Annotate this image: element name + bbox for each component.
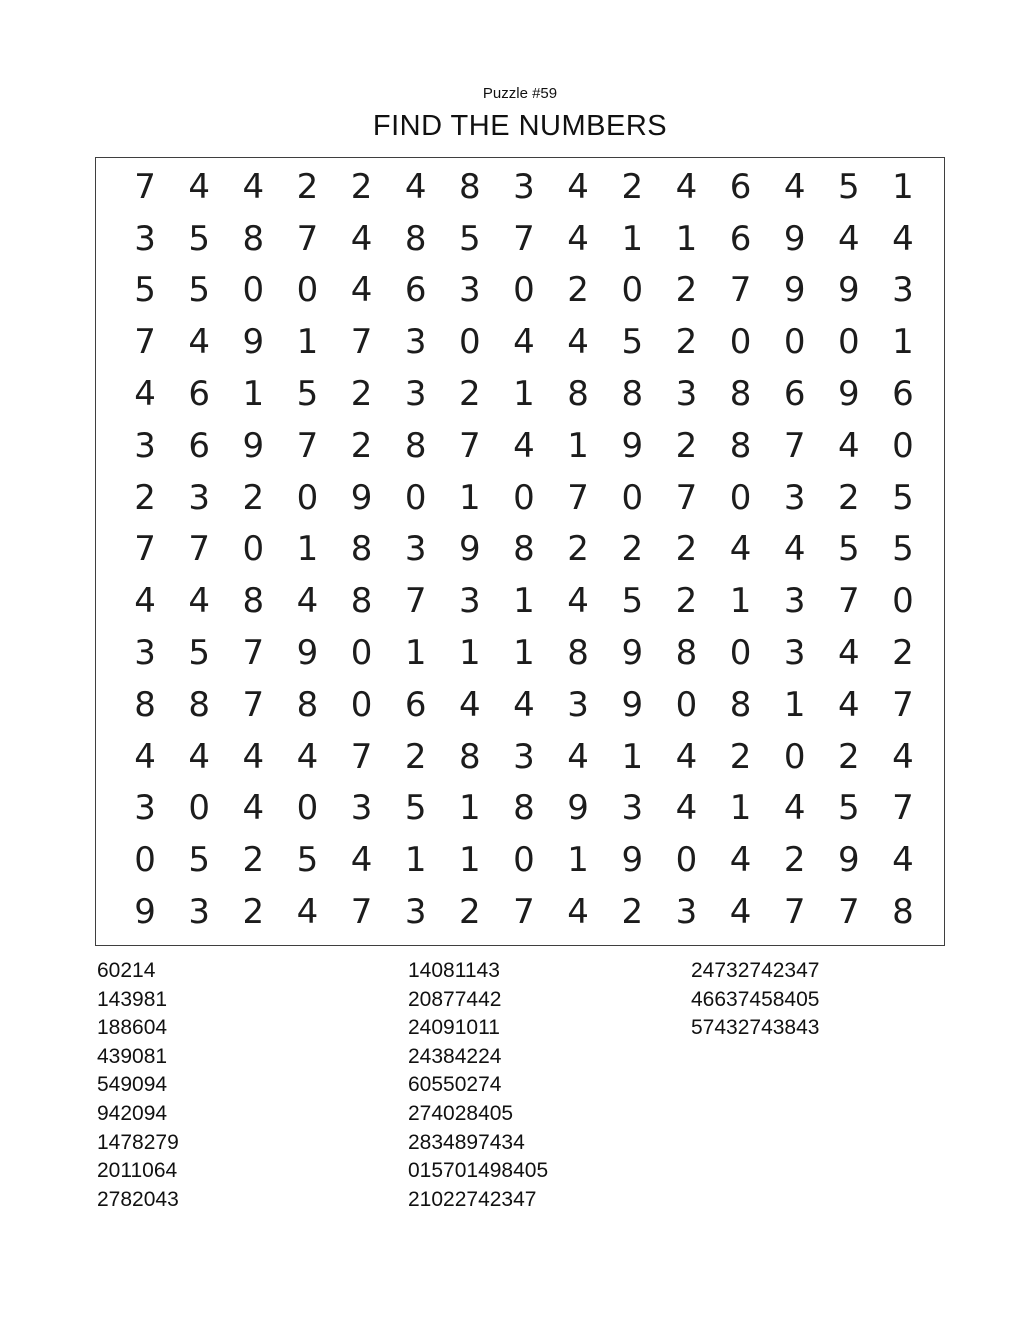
grid-cell: 2 xyxy=(729,736,752,777)
number-list-item: 60550274 xyxy=(408,1073,502,1097)
grid-cell: 4 xyxy=(783,788,806,829)
grid-cell: 1 xyxy=(567,425,589,466)
grid-cell: 9 xyxy=(783,270,806,311)
grid-cell: 0 xyxy=(404,477,427,518)
number-list-item: 46637458405 xyxy=(691,987,820,1011)
grid-cell: 5 xyxy=(621,322,644,363)
grid-cell: 0 xyxy=(513,840,535,881)
number-list-item: 24384224 xyxy=(408,1044,502,1068)
grid-cell: 1 xyxy=(459,788,481,829)
page-title: FIND THE NUMBERS xyxy=(372,110,668,142)
grid-cell: 3 xyxy=(675,892,698,933)
grid-cell: 4 xyxy=(892,840,914,881)
grid-cell: 5 xyxy=(296,374,319,415)
puzzle-number-label: Puzzle #59 xyxy=(482,85,558,102)
grid-cell: 4 xyxy=(134,581,156,622)
grid-cell: 0 xyxy=(296,270,319,311)
grid-cell: 7 xyxy=(783,425,806,466)
grid-cell: 7 xyxy=(404,581,427,622)
grid-cell: 1 xyxy=(567,840,589,881)
grid-cell: 2 xyxy=(675,425,698,466)
grid-cell: 5 xyxy=(404,788,427,829)
grid-cell: 0 xyxy=(783,736,806,777)
grid-cell: 6 xyxy=(188,374,211,415)
grid-cell: 8 xyxy=(188,684,211,725)
grid-cell: 0 xyxy=(188,788,211,829)
grid-cell: 6 xyxy=(892,374,914,415)
grid-cell: 4 xyxy=(675,788,698,829)
grid-cell: 3 xyxy=(621,788,644,829)
grid-cell: 8 xyxy=(134,684,156,725)
grid-cell: 8 xyxy=(621,374,644,415)
grid-cell: 1 xyxy=(513,374,535,415)
grid-cell: 3 xyxy=(404,322,427,363)
grid-cell: 4 xyxy=(729,892,752,933)
grid-cell: 7 xyxy=(892,788,914,829)
grid-cell: 4 xyxy=(783,529,806,570)
grid-cell: 0 xyxy=(621,270,644,311)
grid-cell: 2 xyxy=(621,166,644,207)
grid-cell: 4 xyxy=(188,166,211,207)
grid-cell: 7 xyxy=(188,529,211,570)
grid-cell: 6 xyxy=(188,425,211,466)
number-list-item: 549094 xyxy=(97,1073,168,1097)
grid-cell: 3 xyxy=(188,477,211,518)
grid-cell: 8 xyxy=(350,581,373,622)
grid-cell: 2 xyxy=(242,892,265,933)
grid-cell: 9 xyxy=(783,218,806,259)
grid-cell: 2 xyxy=(675,529,698,570)
grid-cell: 4 xyxy=(188,736,211,777)
grid-cell: 2 xyxy=(350,374,373,415)
grid-cell: 4 xyxy=(350,270,373,311)
grid-cell: 1 xyxy=(621,736,644,777)
grid-cell: 9 xyxy=(837,374,860,415)
grid-cell: 8 xyxy=(296,684,319,725)
puzzle-grid xyxy=(95,157,945,946)
grid-cell: 4 xyxy=(837,218,860,259)
grid-cell: 1 xyxy=(675,218,698,259)
grid-cell: 7 xyxy=(134,166,156,207)
grid-cell: 0 xyxy=(459,322,481,363)
grid-cell: 2 xyxy=(675,270,698,311)
grid-cell: 5 xyxy=(134,270,156,311)
grid-cell: 8 xyxy=(242,218,265,259)
grid-cell: 8 xyxy=(404,425,427,466)
grid-cell: 4 xyxy=(675,166,698,207)
grid-cell: 4 xyxy=(134,374,156,415)
grid-cell: 5 xyxy=(837,529,860,570)
number-list-item: 60214 xyxy=(97,959,156,982)
grid-cell: 9 xyxy=(134,892,156,933)
grid-cell: 2 xyxy=(350,425,373,466)
grid-cell: 0 xyxy=(892,581,914,622)
number-list-col-2 xyxy=(408,957,548,1214)
grid-cell: 5 xyxy=(837,788,860,829)
grid-cell: 7 xyxy=(513,218,535,259)
grid-cell: 6 xyxy=(729,166,752,207)
grid-cell: 8 xyxy=(513,788,535,829)
grid-cell: 7 xyxy=(242,684,265,725)
number-list-item: 2011064 xyxy=(97,1159,178,1183)
grid-cell: 4 xyxy=(513,425,535,466)
grid-cell: 9 xyxy=(621,633,644,674)
number-list-item: 20877442 xyxy=(408,987,502,1011)
grid-cell: 4 xyxy=(296,892,319,933)
grid-cell: 0 xyxy=(783,322,806,363)
grid-cell: 5 xyxy=(837,166,860,207)
grid-cell: 3 xyxy=(892,270,914,311)
grid-cell: 0 xyxy=(296,477,319,518)
grid-cell: 1 xyxy=(459,840,481,881)
grid-cell: 3 xyxy=(134,788,156,829)
grid-cell: 6 xyxy=(729,218,752,259)
grid-cell: 2 xyxy=(783,840,806,881)
number-list-item: 14081143 xyxy=(408,959,500,982)
grid-cell: 4 xyxy=(567,218,589,259)
grid-cell: 1 xyxy=(242,374,265,415)
grid-cell: 1 xyxy=(404,840,427,881)
number-list-item: 942094 xyxy=(97,1101,168,1125)
grid-cell: 5 xyxy=(892,477,914,518)
number-list-item: 143981 xyxy=(97,987,168,1011)
grid-cell: 8 xyxy=(404,218,427,259)
grid-cell: 4 xyxy=(188,322,211,363)
grid-cell: 4 xyxy=(837,684,860,725)
number-list-item: 2782043 xyxy=(97,1187,179,1211)
grid-cell: 4 xyxy=(675,736,698,777)
grid-cell: 2 xyxy=(350,166,373,207)
grid-cell: 0 xyxy=(296,788,319,829)
grid-cell: 5 xyxy=(188,840,211,881)
grid-cell: 0 xyxy=(837,322,860,363)
number-list-item: 439081 xyxy=(97,1044,168,1068)
grid-cell: 7 xyxy=(837,581,860,622)
grid-cell: 3 xyxy=(188,892,211,933)
grid-cell: 3 xyxy=(459,270,481,311)
number-list-col-1 xyxy=(97,957,179,1214)
grid-cell: 7 xyxy=(567,477,589,518)
grid-cell: 4 xyxy=(729,840,752,881)
grid-cell: 2 xyxy=(837,736,860,777)
grid-cell: 0 xyxy=(134,840,156,881)
grid-cell: 7 xyxy=(459,425,481,466)
grid-cell: 7 xyxy=(242,633,265,674)
grid-cell: 2 xyxy=(459,892,481,933)
grid-cell: 7 xyxy=(134,322,156,363)
grid-cell: 7 xyxy=(783,892,806,933)
grid-cell: 3 xyxy=(513,166,535,207)
grid-cell: 9 xyxy=(459,529,481,570)
grid-cell: 2 xyxy=(675,581,698,622)
grid-cell: 4 xyxy=(350,840,373,881)
grid-cell: 3 xyxy=(459,581,481,622)
grid-cell: 8 xyxy=(892,892,914,933)
grid-cell: 9 xyxy=(242,425,265,466)
grid-cell: 3 xyxy=(513,736,535,777)
grid-cell: 3 xyxy=(134,425,156,466)
grid-cell: 4 xyxy=(567,322,589,363)
grid-cell: 4 xyxy=(404,166,427,207)
grid-cell: 4 xyxy=(350,218,373,259)
grid-cell: 7 xyxy=(729,270,752,311)
grid-cell: 0 xyxy=(242,529,265,570)
grid-cell: 5 xyxy=(892,529,914,570)
grid-cell: 1 xyxy=(783,684,806,725)
grid-cell: 1 xyxy=(621,218,644,259)
grid-cell: 2 xyxy=(242,840,265,881)
grid-cell: 7 xyxy=(350,736,373,777)
grid-cell: 9 xyxy=(621,425,644,466)
grid-cell: 1 xyxy=(892,322,914,363)
grid-cell: 3 xyxy=(783,581,806,622)
grid-cell: 0 xyxy=(675,840,698,881)
grid-cell: 3 xyxy=(567,684,589,725)
grid-cell: 2 xyxy=(296,166,319,207)
grid-cell: 4 xyxy=(567,166,589,207)
grid-cell: 7 xyxy=(134,529,156,570)
grid-cell: 1 xyxy=(729,581,752,622)
grid-cell: 1 xyxy=(296,322,319,363)
grid-cell: 4 xyxy=(567,892,589,933)
grid-cell: 4 xyxy=(837,425,860,466)
grid-cell: 2 xyxy=(892,633,914,674)
grid-cell: 8 xyxy=(729,425,752,466)
grid-cell: 0 xyxy=(729,322,752,363)
grid-cell: 2 xyxy=(567,529,589,570)
grid-cell: 1 xyxy=(513,581,535,622)
grid-cell: 5 xyxy=(296,840,319,881)
grid-cell: 4 xyxy=(296,736,319,777)
grid-cell: 0 xyxy=(350,633,373,674)
grid-cell: 4 xyxy=(296,581,319,622)
grid-cell: 4 xyxy=(892,218,914,259)
grid-cell: 3 xyxy=(404,529,427,570)
grid-cell: 8 xyxy=(242,581,265,622)
grid-cell: 9 xyxy=(242,322,265,363)
grid-cell: 8 xyxy=(675,633,698,674)
number-list-item: 1478279 xyxy=(97,1130,179,1154)
grid-cell: 7 xyxy=(296,425,319,466)
grid-cell: 2 xyxy=(621,892,644,933)
grid-cell: 4 xyxy=(459,684,481,725)
grid-cell: 4 xyxy=(783,166,806,207)
grid-cell: 3 xyxy=(134,633,156,674)
grid-cell: 2 xyxy=(675,322,698,363)
grid-cell: 5 xyxy=(459,218,481,259)
grid-cell: 3 xyxy=(404,374,427,415)
grid-cell: 5 xyxy=(188,218,211,259)
grid-cell: 9 xyxy=(621,684,644,725)
grid-cell: 7 xyxy=(350,892,373,933)
grid-cell: 7 xyxy=(296,218,319,259)
grid-cell: 8 xyxy=(567,633,589,674)
grid-cell: 5 xyxy=(188,270,211,311)
grid-cell: 8 xyxy=(350,529,373,570)
grid-cell: 5 xyxy=(188,633,211,674)
grid-cell: 0 xyxy=(675,684,698,725)
grid-cell: 3 xyxy=(783,477,806,518)
grid-cell: 3 xyxy=(783,633,806,674)
grid-cell: 9 xyxy=(621,840,644,881)
grid-cell: 9 xyxy=(837,840,860,881)
grid-cell: 7 xyxy=(350,322,373,363)
number-list-col-3 xyxy=(691,957,819,1043)
grid-cell: 4 xyxy=(242,788,265,829)
grid-cell: 2 xyxy=(404,736,427,777)
grid-cell: 9 xyxy=(567,788,589,829)
grid-cell: 1 xyxy=(729,788,752,829)
grid-cell: 5 xyxy=(621,581,644,622)
grid-cell: 0 xyxy=(729,477,752,518)
grid-cell: 1 xyxy=(892,166,914,207)
number-list-item: 21022742347 xyxy=(408,1187,537,1211)
grid-cell: 3 xyxy=(404,892,427,933)
grid-cell: 8 xyxy=(729,374,752,415)
grid-cell: 7 xyxy=(837,892,860,933)
number-list-item: 24091011 xyxy=(408,1016,500,1040)
grid-cell: 0 xyxy=(892,425,914,466)
grid-cell: 2 xyxy=(567,270,589,311)
grid-cell: 4 xyxy=(837,633,860,674)
number-list-item: 274028405 xyxy=(408,1101,514,1125)
grid-cell: 8 xyxy=(513,529,535,570)
grid-cell: 4 xyxy=(567,736,589,777)
grid-cell: 7 xyxy=(892,684,914,725)
grid-cell: 8 xyxy=(567,374,589,415)
grid-cell: 2 xyxy=(134,477,156,518)
grid-cell: 6 xyxy=(783,374,806,415)
grid-cell: 0 xyxy=(729,633,752,674)
grid-cell: 0 xyxy=(242,270,265,311)
grid-cell: 0 xyxy=(621,477,644,518)
grid-cell: 4 xyxy=(513,684,535,725)
grid-cell: 4 xyxy=(567,581,589,622)
grid-cell: 3 xyxy=(675,374,698,415)
grid-cell: 4 xyxy=(513,322,535,363)
number-list-item: 24732742347 xyxy=(691,959,820,982)
grid-cell: 7 xyxy=(513,892,535,933)
grid-cell: 4 xyxy=(892,736,914,777)
grid-cell: 6 xyxy=(404,684,427,725)
grid-cell: 1 xyxy=(513,633,535,674)
grid-cell: 8 xyxy=(459,166,481,207)
grid-cell: 9 xyxy=(837,270,860,311)
grid-cell: 6 xyxy=(404,270,427,311)
number-list-item: 2834897434 xyxy=(408,1130,525,1154)
grid-cell: 2 xyxy=(242,477,265,518)
grid-cell: 3 xyxy=(134,218,156,259)
grid-cell: 0 xyxy=(513,270,535,311)
grid-cell: 2 xyxy=(621,529,644,570)
number-list-item: 015701498405 xyxy=(408,1159,549,1183)
grid-cell: 4 xyxy=(242,736,265,777)
grid-cell: 4 xyxy=(729,529,752,570)
grid-cell: 8 xyxy=(729,684,752,725)
grid-cell: 4 xyxy=(134,736,156,777)
grid-cell: 2 xyxy=(837,477,860,518)
grid-cell: 2 xyxy=(459,374,481,415)
grid-cell: 3 xyxy=(350,788,373,829)
grid-cell: 4 xyxy=(242,166,265,207)
number-list-item: 188604 xyxy=(97,1016,168,1040)
grid-cell: 4 xyxy=(188,581,211,622)
grid-cell: 7 xyxy=(675,477,698,518)
grid-cell: 9 xyxy=(296,633,319,674)
grid-cell: 1 xyxy=(404,633,427,674)
grid-cell: 0 xyxy=(513,477,535,518)
grid-cell: 0 xyxy=(350,684,373,725)
grid-cell: 9 xyxy=(350,477,373,518)
grid-cell: 1 xyxy=(459,633,481,674)
grid-cell: 1 xyxy=(459,477,481,518)
grid-cell: 8 xyxy=(459,736,481,777)
number-list-item: 57432743843 xyxy=(691,1016,820,1040)
grid-cell: 1 xyxy=(296,529,319,570)
